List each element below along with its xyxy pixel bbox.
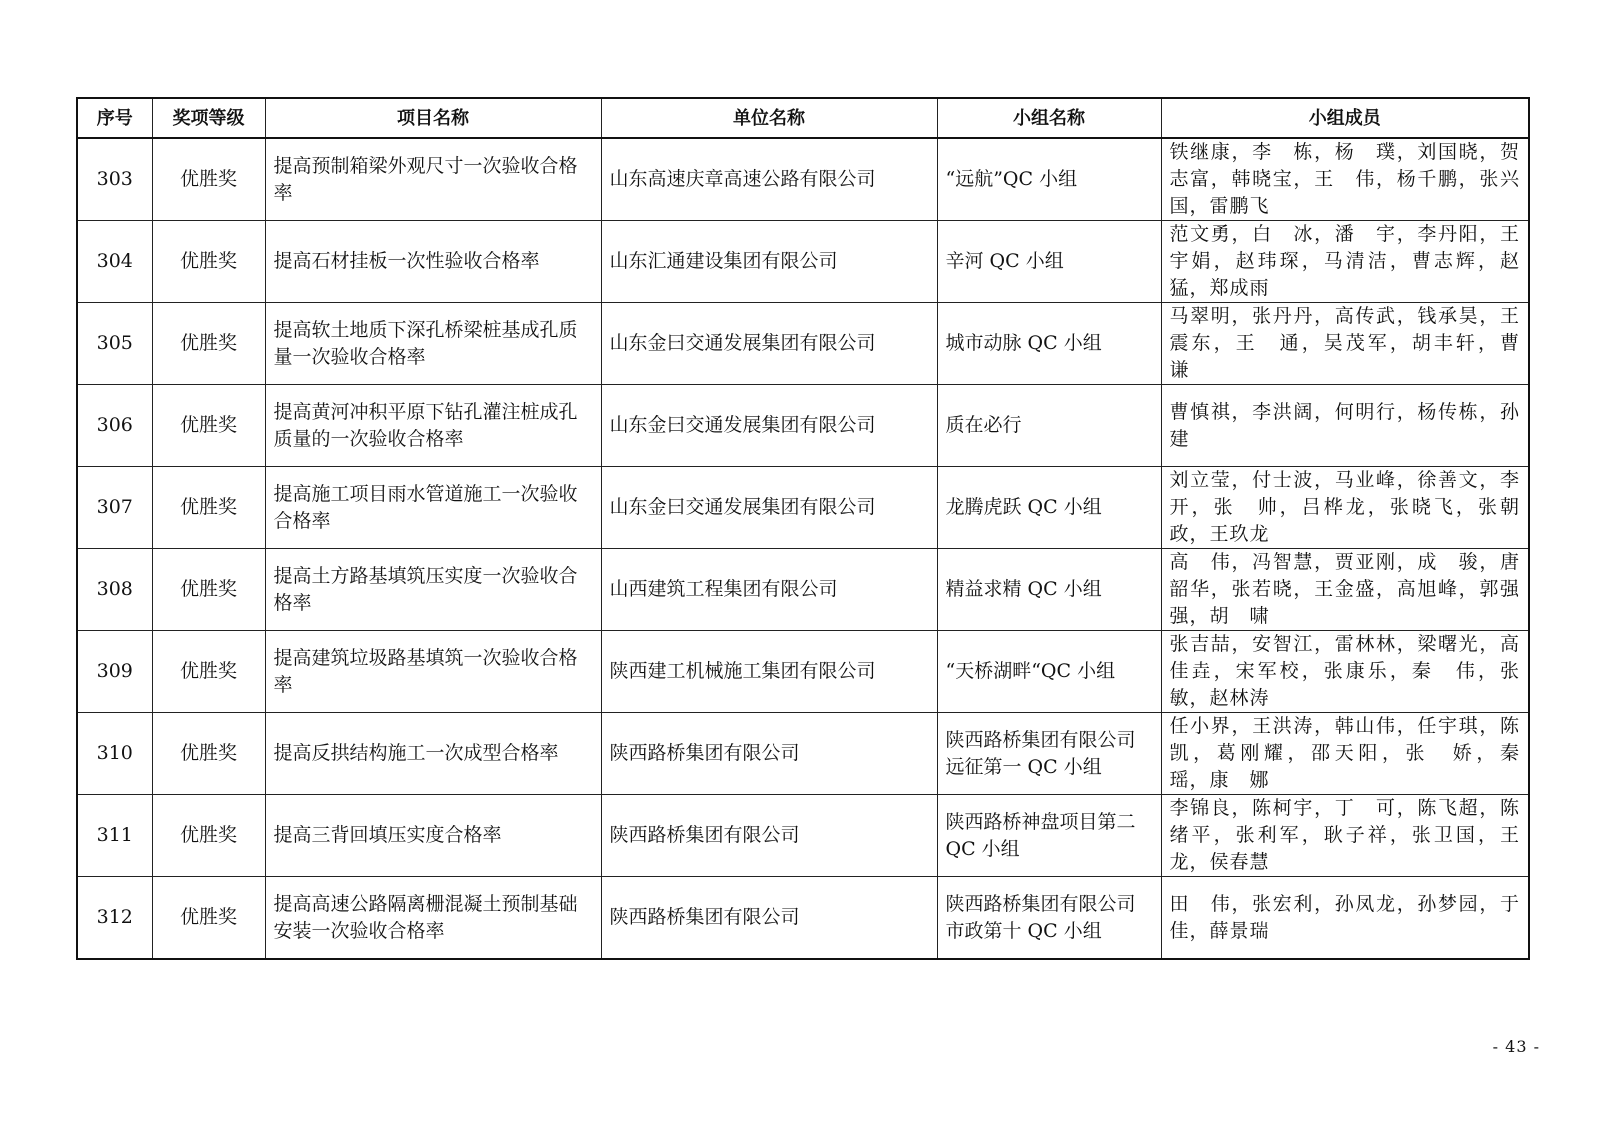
cell-unit-name: 山东汇通建设集团有限公司	[601, 221, 937, 303]
cell-group-name: 龙腾虎跃 QC 小组	[937, 467, 1161, 549]
cell-seq: 305	[77, 303, 152, 385]
table-row	[77, 795, 1529, 877]
cell-project-name: 提高黄河冲积平原下钻孔灌注桩成孔质量的一次验收合格率	[265, 385, 601, 467]
cell-project-name: 提高石材挂板一次性验收合格率	[265, 221, 601, 303]
cell-project-name: 提高软土地质下深孔桥梁桩基成孔质量一次验收合格率	[265, 303, 601, 385]
cell-award-level: 优胜奖	[152, 795, 265, 877]
cell-group-name: “远航”QC 小组	[937, 138, 1161, 221]
table-row	[77, 631, 1529, 713]
cell-group-members: 任小界，王洪涛，韩山伟，任宇琪，陈 凯，葛刚耀，邵天阳，张 娇，秦 瑶，康 娜	[1161, 713, 1529, 795]
cell-unit-name: 陕西路桥集团有限公司	[601, 877, 937, 960]
cell-project-name: 提高反拱结构施工一次成型合格率	[265, 713, 601, 795]
cell-project-name: 提高土方路基填筑压实度一次验收合格率	[265, 549, 601, 631]
cell-unit-name: 山东高速庆章高速公路有限公司	[601, 138, 937, 221]
cell-group-members: 田 伟，张宏利，孙凤龙，孙梦园，于 佳，薛景瑞	[1161, 877, 1529, 960]
table-row	[77, 138, 1529, 221]
cell-seq: 307	[77, 467, 152, 549]
cell-group-members: 李锦良，陈柯宇，丁 可，陈飞超，陈绪平，张利军，耿子祥，张卫国，王 龙，侯春慧	[1161, 795, 1529, 877]
cell-group-members: 马翠明，张丹丹，高传武，钱承昊，王震东，王 通，吴茂军，胡丰轩，曹 谦	[1161, 303, 1529, 385]
cell-project-name: 提高施工项目雨水管道施工一次验收合格率	[265, 467, 601, 549]
header-project-name: 项目名称	[265, 98, 601, 138]
cell-project-name: 提高建筑垃圾路基填筑一次验收合格率	[265, 631, 601, 713]
page-number: - 43 -	[1492, 1037, 1540, 1056]
cell-award-level: 优胜奖	[152, 221, 265, 303]
header-group-name: 小组名称	[937, 98, 1161, 138]
cell-award-level: 优胜奖	[152, 631, 265, 713]
cell-group-members: 刘立莹，付士波，马业峰，徐善文，李 开，张 帅，吕桦龙，张晓飞，张朝政，王玖龙	[1161, 467, 1529, 549]
cell-project-name: 提高三背回填压实度合格率	[265, 795, 601, 877]
cell-award-level: 优胜奖	[152, 549, 265, 631]
cell-award-level: 优胜奖	[152, 303, 265, 385]
table-row	[77, 385, 1529, 467]
cell-unit-name: 山西建筑工程集团有限公司	[601, 549, 937, 631]
table-row	[77, 221, 1529, 303]
cell-award-level: 优胜奖	[152, 713, 265, 795]
header-group-members: 小组成员	[1161, 98, 1529, 138]
table-row	[77, 467, 1529, 549]
table-row	[77, 549, 1529, 631]
cell-seq: 312	[77, 877, 152, 960]
cell-seq: 309	[77, 631, 152, 713]
cell-group-name: 陕西路桥神盘项目第二 QC 小组	[937, 795, 1161, 877]
awards-table	[76, 97, 1541, 960]
cell-seq: 308	[77, 549, 152, 631]
cell-group-name: 辛河 QC 小组	[937, 221, 1161, 303]
cell-group-members: 曹慎祺，李洪阔，何明行，杨传栋，孙 建	[1161, 385, 1529, 467]
cell-unit-name: 山东金曰交通发展集团有限公司	[601, 303, 937, 385]
cell-seq: 304	[77, 221, 152, 303]
cell-unit-name: 山东金曰交通发展集团有限公司	[601, 385, 937, 467]
cell-group-name: 质在必行	[937, 385, 1161, 467]
cell-unit-name: 陕西建工机械施工集团有限公司	[601, 631, 937, 713]
cell-award-level: 优胜奖	[152, 877, 265, 960]
cell-award-level: 优胜奖	[152, 138, 265, 221]
cell-project-name: 提高预制箱梁外观尺寸一次验收合格率	[265, 138, 601, 221]
cell-seq: 303	[77, 138, 152, 221]
header-seq: 序号	[77, 98, 152, 138]
cell-unit-name: 陕西路桥集团有限公司	[601, 795, 937, 877]
cell-award-level: 优胜奖	[152, 467, 265, 549]
cell-seq: 310	[77, 713, 152, 795]
cell-group-members: 高 伟，冯智慧，贾亚刚，成 骏，唐韶华，张若晓，王金盛，高旭峰，郭强强，胡 啸	[1161, 549, 1529, 631]
cell-unit-name: 山东金曰交通发展集团有限公司	[601, 467, 937, 549]
cell-group-members: 张吉喆，安智江，雷林林，梁曙光，高佳垚，宋军校，张康乐，秦 伟，张 敏，赵林涛	[1161, 631, 1529, 713]
table-row	[77, 877, 1529, 960]
header-unit-name: 单位名称	[601, 98, 937, 138]
cell-seq: 306	[77, 385, 152, 467]
cell-group-name: 陕西路桥集团有限公司市政第十 QC 小组	[937, 877, 1161, 960]
cell-group-members: 铁继康，李 栋，杨 璞，刘国晓，贺志富，韩晓宝，王 伟，杨千鹏，张兴国，雷鹏飞	[1161, 138, 1529, 221]
table-row	[77, 713, 1529, 795]
table-header-row	[77, 98, 1529, 138]
cell-group-name: “天桥湖畔“QC 小组	[937, 631, 1161, 713]
cell-award-level: 优胜奖	[152, 385, 265, 467]
header-award-level: 奖项等级	[152, 98, 265, 138]
cell-group-name: 城市动脉 QC 小组	[937, 303, 1161, 385]
cell-group-name: 陕西路桥集团有限公司远征第一 QC 小组	[937, 713, 1161, 795]
table-row	[77, 303, 1529, 385]
cell-seq: 311	[77, 795, 152, 877]
cell-group-name: 精益求精 QC 小组	[937, 549, 1161, 631]
cell-group-members: 范文勇，白 冰，潘 宇，李丹阳，王宇娟，赵玮琛，马清洁，曹志辉，赵 猛，郑成雨	[1161, 221, 1529, 303]
cell-unit-name: 陕西路桥集团有限公司	[601, 713, 937, 795]
cell-project-name: 提高高速公路隔离栅混凝土预制基础安装一次验收合格率	[265, 877, 601, 960]
